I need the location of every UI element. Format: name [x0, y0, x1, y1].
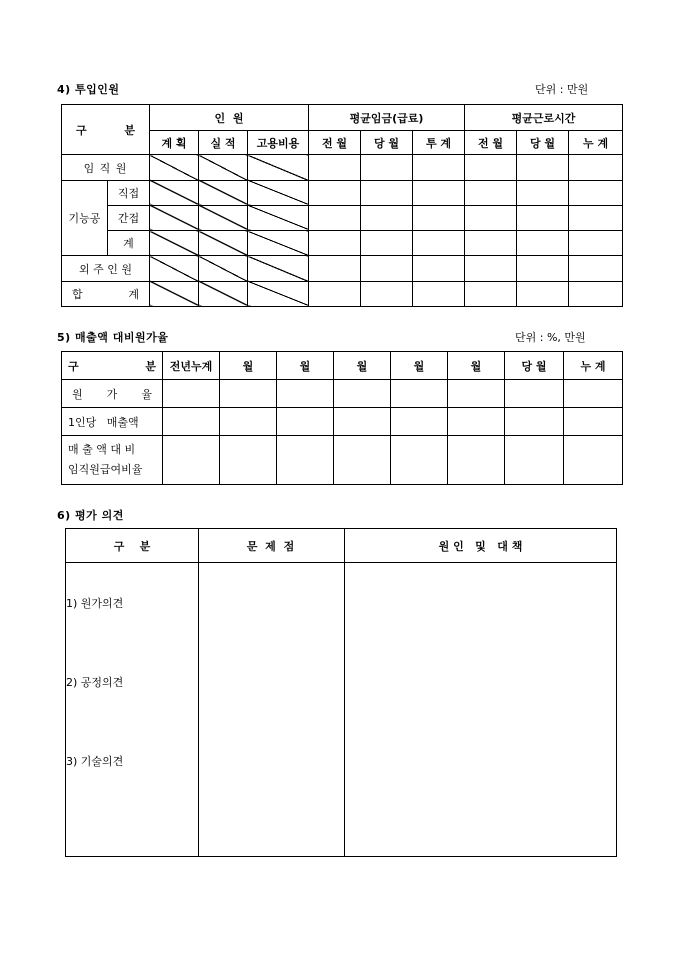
table-cell[interactable]: [448, 436, 505, 485]
table-cell[interactable]: [277, 380, 334, 408]
table-cell[interactable]: [277, 408, 334, 436]
table-cell[interactable]: [361, 281, 413, 306]
diag-cell: [199, 205, 248, 230]
diag-cell: [150, 281, 199, 306]
header-avg-wage: 평균임금(급료): [309, 105, 465, 131]
opinion-process: 2) 공정의견: [66, 676, 124, 689]
section5-unit: 단위 : %, 만원: [515, 331, 586, 344]
diag-cell: [248, 180, 309, 205]
col-wage-prev: 전 월: [309, 131, 361, 155]
row-label-skilled: 기능공: [62, 180, 108, 256]
diag-cell: [199, 281, 248, 306]
table-cell[interactable]: [505, 380, 564, 408]
table-cell[interactable]: [334, 408, 391, 436]
table-cell[interactable]: [517, 256, 569, 281]
table-cell[interactable]: [309, 256, 361, 281]
table-cell[interactable]: [220, 408, 277, 436]
col-month: 월: [277, 352, 334, 380]
col-month: 월: [448, 352, 505, 380]
col-month: 월: [334, 352, 391, 380]
problem-cell[interactable]: [199, 563, 345, 857]
table-cell[interactable]: [448, 380, 505, 408]
table-cell[interactable]: [220, 436, 277, 485]
col-hours-total: 누 계: [569, 131, 623, 155]
section6-title: 6) 평가 의견: [57, 509, 124, 522]
diag-cell: [150, 256, 199, 281]
table-cell[interactable]: [465, 155, 517, 180]
table-cell[interactable]: [391, 436, 448, 485]
table-cell[interactable]: [413, 281, 465, 306]
table-cell[interactable]: [163, 380, 220, 408]
table-cell[interactable]: [465, 256, 517, 281]
header-personnel: 인 원: [150, 105, 309, 131]
section4-title: 4) 투입인원: [57, 83, 120, 96]
personnel-table: [61, 104, 623, 307]
header-problem: 문 제 점: [199, 529, 345, 563]
col-hours-curr: 당 월: [517, 131, 569, 155]
table-cell[interactable]: [361, 155, 413, 180]
row-label-staff: 임 직 원: [62, 155, 150, 180]
header-cause-measure: 원 인 및 대 책: [345, 529, 617, 563]
diag-cell: [248, 231, 309, 256]
table-cell[interactable]: [334, 380, 391, 408]
table-cell[interactable]: [517, 281, 569, 306]
col-month: 월: [391, 352, 448, 380]
col-wage-curr: 당 월: [361, 131, 413, 155]
opinion-cost: 1) 원가의견: [66, 597, 124, 610]
header-gubun: 구 분: [62, 105, 150, 155]
table-cell[interactable]: [564, 380, 623, 408]
table-cell[interactable]: [361, 205, 413, 230]
row-total: [62, 281, 623, 306]
row-sales-per-person: [62, 408, 623, 436]
diag-cell: [199, 256, 248, 281]
table-cell[interactable]: [505, 408, 564, 436]
table-cell[interactable]: [391, 380, 448, 408]
diag-cell: [248, 281, 309, 306]
table-cell[interactable]: [505, 436, 564, 485]
table-cell[interactable]: [163, 436, 220, 485]
table-cell[interactable]: [220, 380, 277, 408]
row-direct: [62, 180, 623, 205]
row-outsourced: [62, 256, 623, 281]
row-indirect: [62, 205, 623, 230]
row-label-indirect: 간접: [108, 205, 150, 230]
section5-title: 5) 매출액 대비원가율: [57, 331, 169, 344]
table-cell[interactable]: [413, 256, 465, 281]
table-cell[interactable]: [517, 205, 569, 230]
table-cell[interactable]: [465, 281, 517, 306]
col-wage-total: 투 계: [413, 131, 465, 155]
header-avg-hours: 평균근로시간: [465, 105, 623, 131]
row-label-sales-per-person: 1인당 매출액: [62, 408, 163, 436]
row-staff: [62, 155, 623, 180]
table-cell[interactable]: [361, 231, 413, 256]
diag-cell: [150, 155, 199, 180]
table-cell[interactable]: [517, 231, 569, 256]
table-cell[interactable]: [309, 231, 361, 256]
table-cell[interactable]: [413, 180, 465, 205]
table-cell[interactable]: [277, 436, 334, 485]
table-cell[interactable]: [309, 155, 361, 180]
diag-cell: [150, 231, 199, 256]
table-cell[interactable]: [465, 180, 517, 205]
table-cell[interactable]: [465, 205, 517, 230]
row-salary-ratio: [62, 436, 623, 485]
col-plan: 계 획: [150, 131, 199, 155]
table-cell[interactable]: [517, 155, 569, 180]
table-cell[interactable]: [413, 205, 465, 230]
table-cell[interactable]: [569, 281, 623, 306]
col-cumulative: 누 계: [564, 352, 623, 380]
table-cell[interactable]: [309, 281, 361, 306]
col-actual: 실 적: [199, 131, 248, 155]
table-cell[interactable]: [465, 231, 517, 256]
col-employment-cost: 고용비용: [248, 131, 309, 155]
diag-cell: [248, 155, 309, 180]
row-label-outsourced: 외 주 인 원: [62, 256, 150, 281]
header-gubun: 구 분: [62, 352, 163, 380]
table-cell[interactable]: [448, 408, 505, 436]
evaluation-labels-cell: [66, 563, 199, 857]
table-cell[interactable]: [569, 180, 623, 205]
row-label-salary-ratio: 매 출 액 대 비 임직원급여비율: [62, 436, 163, 485]
diag-cell: [199, 231, 248, 256]
cost-ratio-table: [61, 351, 623, 485]
table-cell[interactable]: [569, 155, 623, 180]
table-cell[interactable]: [569, 256, 623, 281]
cause-measure-cell[interactable]: [345, 563, 617, 857]
row-label-cost-rate: 원 가 율: [62, 380, 163, 408]
table-cell[interactable]: [361, 180, 413, 205]
table-cell[interactable]: [309, 205, 361, 230]
col-prev-year-total: 전년누계: [163, 352, 220, 380]
table-cell[interactable]: [564, 436, 623, 485]
diag-cell: [150, 180, 199, 205]
row-subtotal: [62, 231, 623, 256]
diag-cell: [248, 205, 309, 230]
table-cell[interactable]: [361, 256, 413, 281]
table-cell[interactable]: [564, 408, 623, 436]
col-month: 월: [220, 352, 277, 380]
row-label-direct: 직접: [108, 180, 150, 205]
table-cell[interactable]: [334, 436, 391, 485]
row-cost-rate: [62, 380, 623, 408]
table-cell[interactable]: [569, 231, 623, 256]
diag-cell: [199, 180, 248, 205]
col-current-month: 당 월: [505, 352, 564, 380]
table-cell[interactable]: [413, 155, 465, 180]
row-label-total: 합 계: [62, 281, 150, 306]
table-cell[interactable]: [309, 180, 361, 205]
row-label-subtotal: 계: [108, 231, 150, 256]
diag-cell: [150, 205, 199, 230]
table-cell[interactable]: [569, 205, 623, 230]
diag-cell: [199, 155, 248, 180]
table-cell[interactable]: [517, 180, 569, 205]
header-gubun: 구 분: [66, 529, 199, 563]
table-cell[interactable]: [413, 231, 465, 256]
table-cell[interactable]: [163, 408, 220, 436]
table-cell[interactable]: [391, 408, 448, 436]
evaluation-table: [65, 528, 617, 857]
opinion-tech: 3) 기술의견: [66, 755, 124, 768]
section4-unit: 단위 : 만원: [535, 83, 589, 96]
col-hours-prev: 전 월: [465, 131, 517, 155]
diag-cell: [248, 256, 309, 281]
